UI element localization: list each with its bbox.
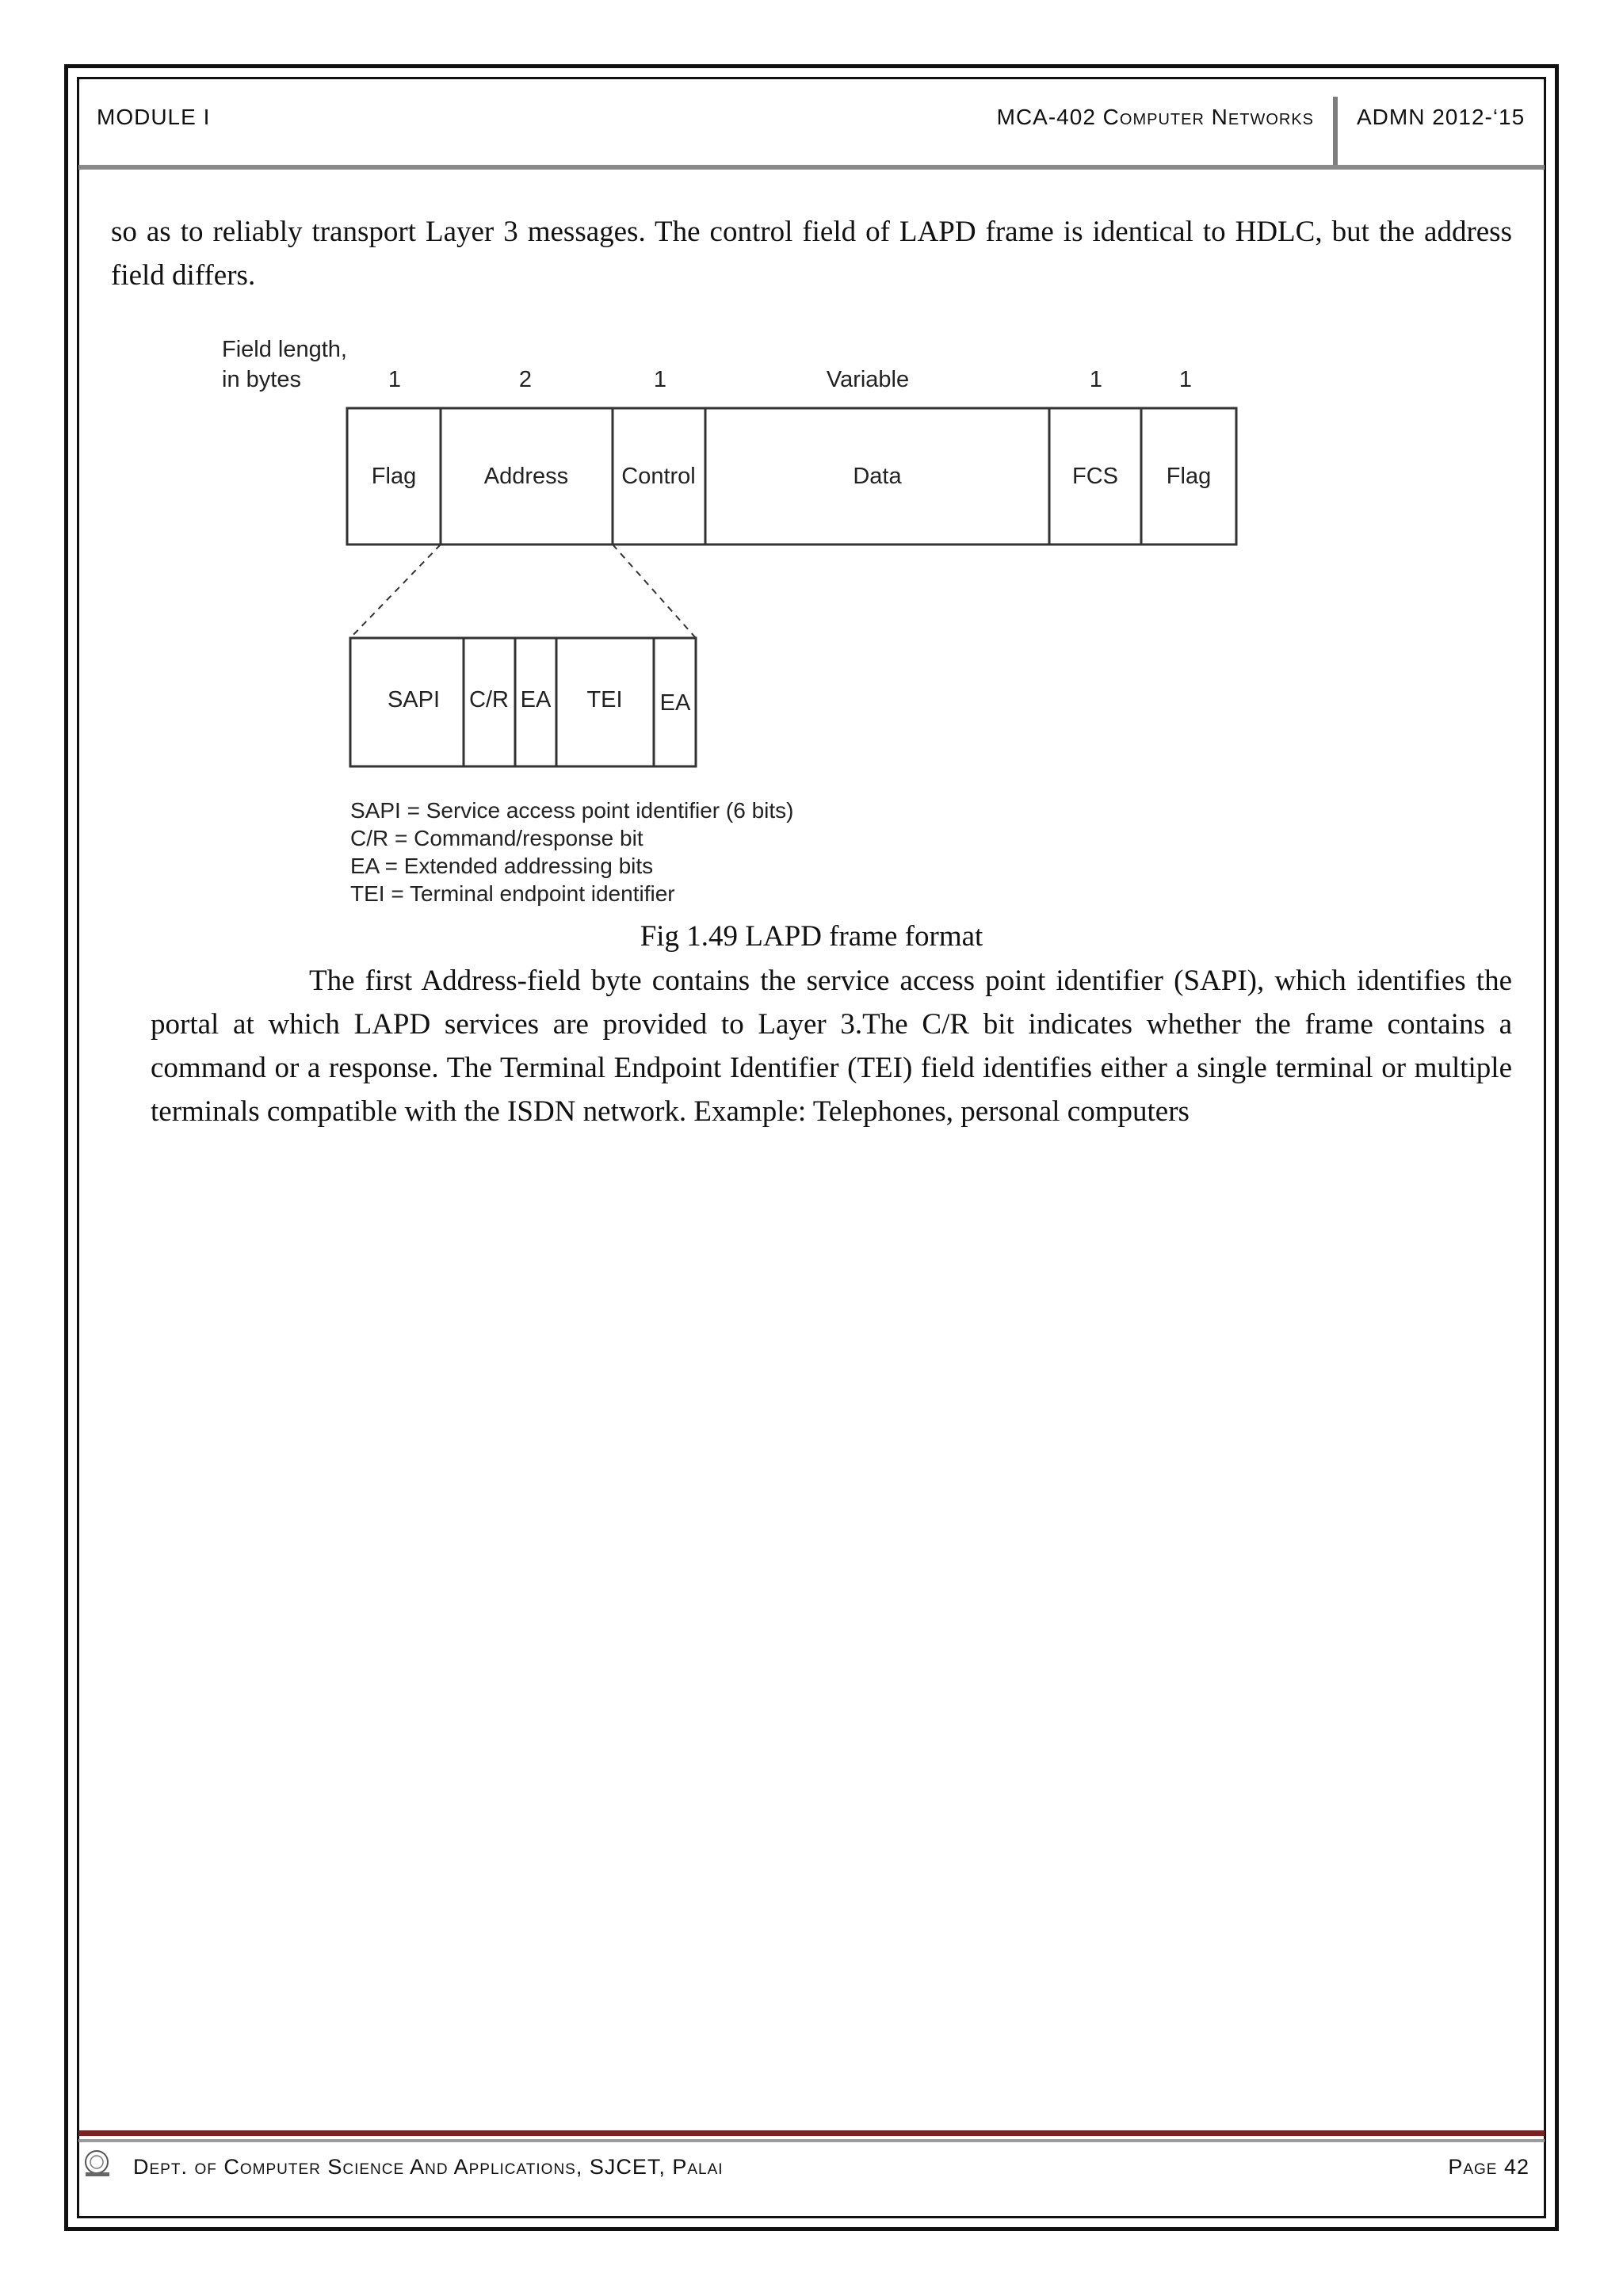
expansion-line-left [350,544,441,638]
field-length-label-line1: Field length, [222,337,347,362]
field-address: Address [483,464,569,489]
legend-tei: TEI = Terminal endpoint identifier [350,881,675,906]
footer-rule-light [78,2139,1545,2142]
field-length-label-line2: in bytes [222,367,301,392]
paragraph-intro: so as to reliably transport Layer 3 messages. The control field of LAPD frame is identical to HDLC, but the address field differs. [111,216,1512,292]
subfield-ea-1: EA [520,687,552,712]
expansion-line-right [613,544,696,638]
footer-department: Dept. of Computer Science And Applications, SJCET, Palai [133,2155,724,2179]
header-module: MODULE I [97,105,211,129]
legend-sapi: SAPI = Service access point identifier (6 bits) [350,798,794,823]
field-data: Data [853,464,902,489]
subfield-tei: TEI [586,687,623,712]
college-logo-icon [79,2146,117,2181]
field-flag-close: Flag [1166,464,1212,489]
length-flag-open: 1 [388,367,402,392]
footer-page-number: Page 42 [1448,2155,1529,2179]
paragraph-address-field: The first Address-field byte contains the service access point identifier (SAPI), which identifies the portal at which LAPD services are provided to Layer 3.The C/R bit indicates whether the frame contains a command or a response. The Terminal Endpoint Identifier (TEI) field identifies either a single terminal or multiple terminals compatible with the ISDN network. Example: Telephones, personal computers [151,965,1512,1128]
subfield-cr: C/R [469,687,509,712]
header-rule [78,165,1545,170]
figure-caption: Fig 1.49 LAPD frame format [640,920,983,953]
subfield-ea-2: EA [659,690,691,716]
field-flag-open: Flag [371,464,417,489]
legend-cr: C/R = Command/response bit [350,826,643,850]
length-data: Variable [826,367,910,392]
footer-rule-dark [78,2130,1545,2136]
field-control: Control [621,464,696,489]
field-fcs: FCS [1072,464,1118,489]
legend-ea: EA = Extended addressing bits [350,854,654,878]
header-divider [1333,97,1338,166]
length-address: 2 [518,367,533,392]
length-flag-close: 1 [1178,367,1193,392]
length-fcs: 1 [1089,367,1103,392]
header-admission: ADMN 2012-‘15 [1357,105,1526,129]
lapd-frame-diagram [214,333,1252,919]
subfield-sapi: SAPI [387,687,441,712]
length-control: 1 [653,367,667,392]
header-course: MCA-402 Computer Networks [996,105,1314,129]
